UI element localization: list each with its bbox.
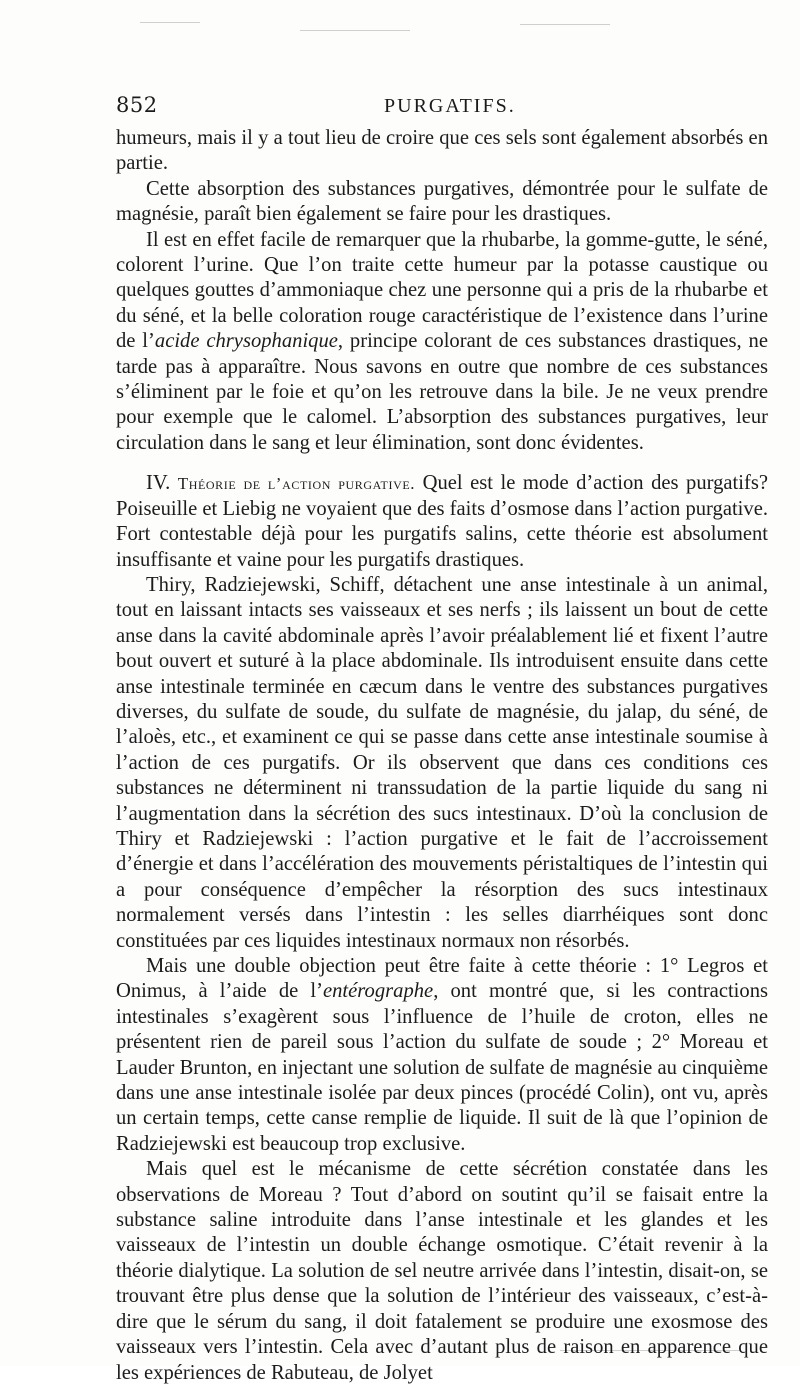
text-run: Quel est le mode d’action des purgatifs? Poiseuille et Liebig ne voyaient que des faits d’osmose dans l’action purgative. Fort contestable déjà pour les purgatifs salins, cette théorie est absolument insuffisante et vaine pour les purgatifs drastiques. — [116, 472, 768, 571]
text-run: Cette absorption des substances purgatives, démontrée pour le sulfate de magnésie, paraît bien également se faire pour les drastiques. — [116, 177, 768, 226]
scan-speck — [520, 24, 610, 25]
text-run: Mais quel est le mécanisme de cette sécrétion constatée dans les observations de Moreau ? Tout d’abord on soutint qu’il se faisait entre la substance saline introduite dans l’anse intestinale et les glandes et les vaisseaux de l’intestin un double échange osmotique. C’était revenir à la théorie dialytique. La solution de sel neutre arrivée dans l’intestin, disait-on, se trouvant être plus dense que la solution de l’intérieur des vaisseaux, c’est-à-dire que le sérum du sang, il doit fatalement se produire une exosmose des vaisseaux vers l’intestin. Cela avec d’autant plus de raison en apparence que les expériences de Rabuteau, de Jolyet — [116, 1158, 768, 1384]
section-heading: Théorie de l’action purgative. — [177, 474, 416, 494]
page-header — [116, 93, 764, 127]
paragraph-p2 — [116, 177, 768, 228]
paragraph-p4 — [116, 471, 768, 573]
text-run: , principe colorant de ces substances drastiques, ne tarde pas à apparaître. Nous savons en outre que nombre de ces substances s’éliminent par le foie et qu’on les retrouve dans la bile. Je ne veux prendre pour exemple que le calomel. L’absorption des substances purgatives, leur circulation dans le sang et leur élimination, sont donc évidentes. — [116, 330, 768, 454]
scan-speck — [140, 22, 200, 23]
text-run: Mais une double objection peut être faite à cette théorie : 1° Legros et Onimus, à l’aide de l’ — [116, 955, 768, 1003]
text-run: Thiry, Radziejewski, Schiff, détachent une anse intestinale à un animal, tout en laissant intacts ses vaisseaux et ses nerfs ; ils laissent un bout de cette anse dans la cavité abdominale après l’avoir préalablement lié et fixent l’autre bout ouvert et suturé à la place abdominale. Ils introduisent ensuite dans cette anse intestinale terminée en cæcum dans le ventre des substances purgatives diverses, du sulfate de soude, du sulfate de magnésie, du jalap, du séné, de l’aloès, etc., et examinent ce qui se passe dans cette anse intestinale soumise à l’action de ces purgatifs. Or ils observent que dans ces conditions ces substances ne déterminent ni transsudation de la partie liquide du sang ni l’augmentation dans la sécrétion des sucs intestinaux. D’où la conclusion de Thiry et Radziejewski : l’action purgative et le fait de l’accroissement d’énergie et dans l’accélération des mouvements péristaltiques de l’intestin qui a pour conséquence d’empêcher la résorption des sucs intestinaux normalement versés dans l’intestin : les selles diarrhéiques sont donc constituées par ces liquides intestinaux normaux non résorbés. — [116, 573, 768, 952]
page-number: 852 — [116, 93, 158, 117]
text-run: Il est en effet facile de remarquer que la rhubarbe, la gomme-gutte, le séné, colorent l’urine. Que l’on traite cette humeur par la potasse caustique ou quelques gouttes d’ammoniaque chez une personne qui a pris de la rhubarbe et du séné, et la belle coloration rouge caractéristique de l’existence dans l’urine de l’ — [116, 228, 768, 353]
text-run: humeurs, mais il y a tout lieu de croire que ces sels sont également absorbés en partie. — [116, 127, 768, 175]
italic-term: acide chrysophanique — [154, 330, 338, 353]
italic-term: entérographe — [323, 980, 434, 1003]
text-run: IV. — [146, 472, 178, 495]
scan-speck — [300, 30, 410, 31]
paragraph-p1 — [116, 126, 768, 177]
running-head: PURGATIFS. — [384, 95, 516, 117]
paragraph-p7 — [116, 1157, 768, 1386]
text-run: , ont montré que, si les contractions intestinales s’exagèrent sous l’influence de l’huile de croton, elles ne présentent rien de pareil sous l’action du sulfate de soude ; 2° Moreau et Lauder Brunton, en injectant une solution de sulfate de magnésie au cinquième dans une anse intestinale isolée par deux pinces (procédé Colin), ont vu, après un certain temps, cette canse remplie de liquide. Il suit de là que l’opinion de Radziejewski est beaucoup trop exclusive. — [116, 980, 769, 1155]
paragraph-p3 — [116, 228, 768, 457]
paragraph-p6 — [116, 954, 768, 1157]
body-text — [116, 126, 768, 1386]
paragraph-p5 — [116, 573, 768, 954]
